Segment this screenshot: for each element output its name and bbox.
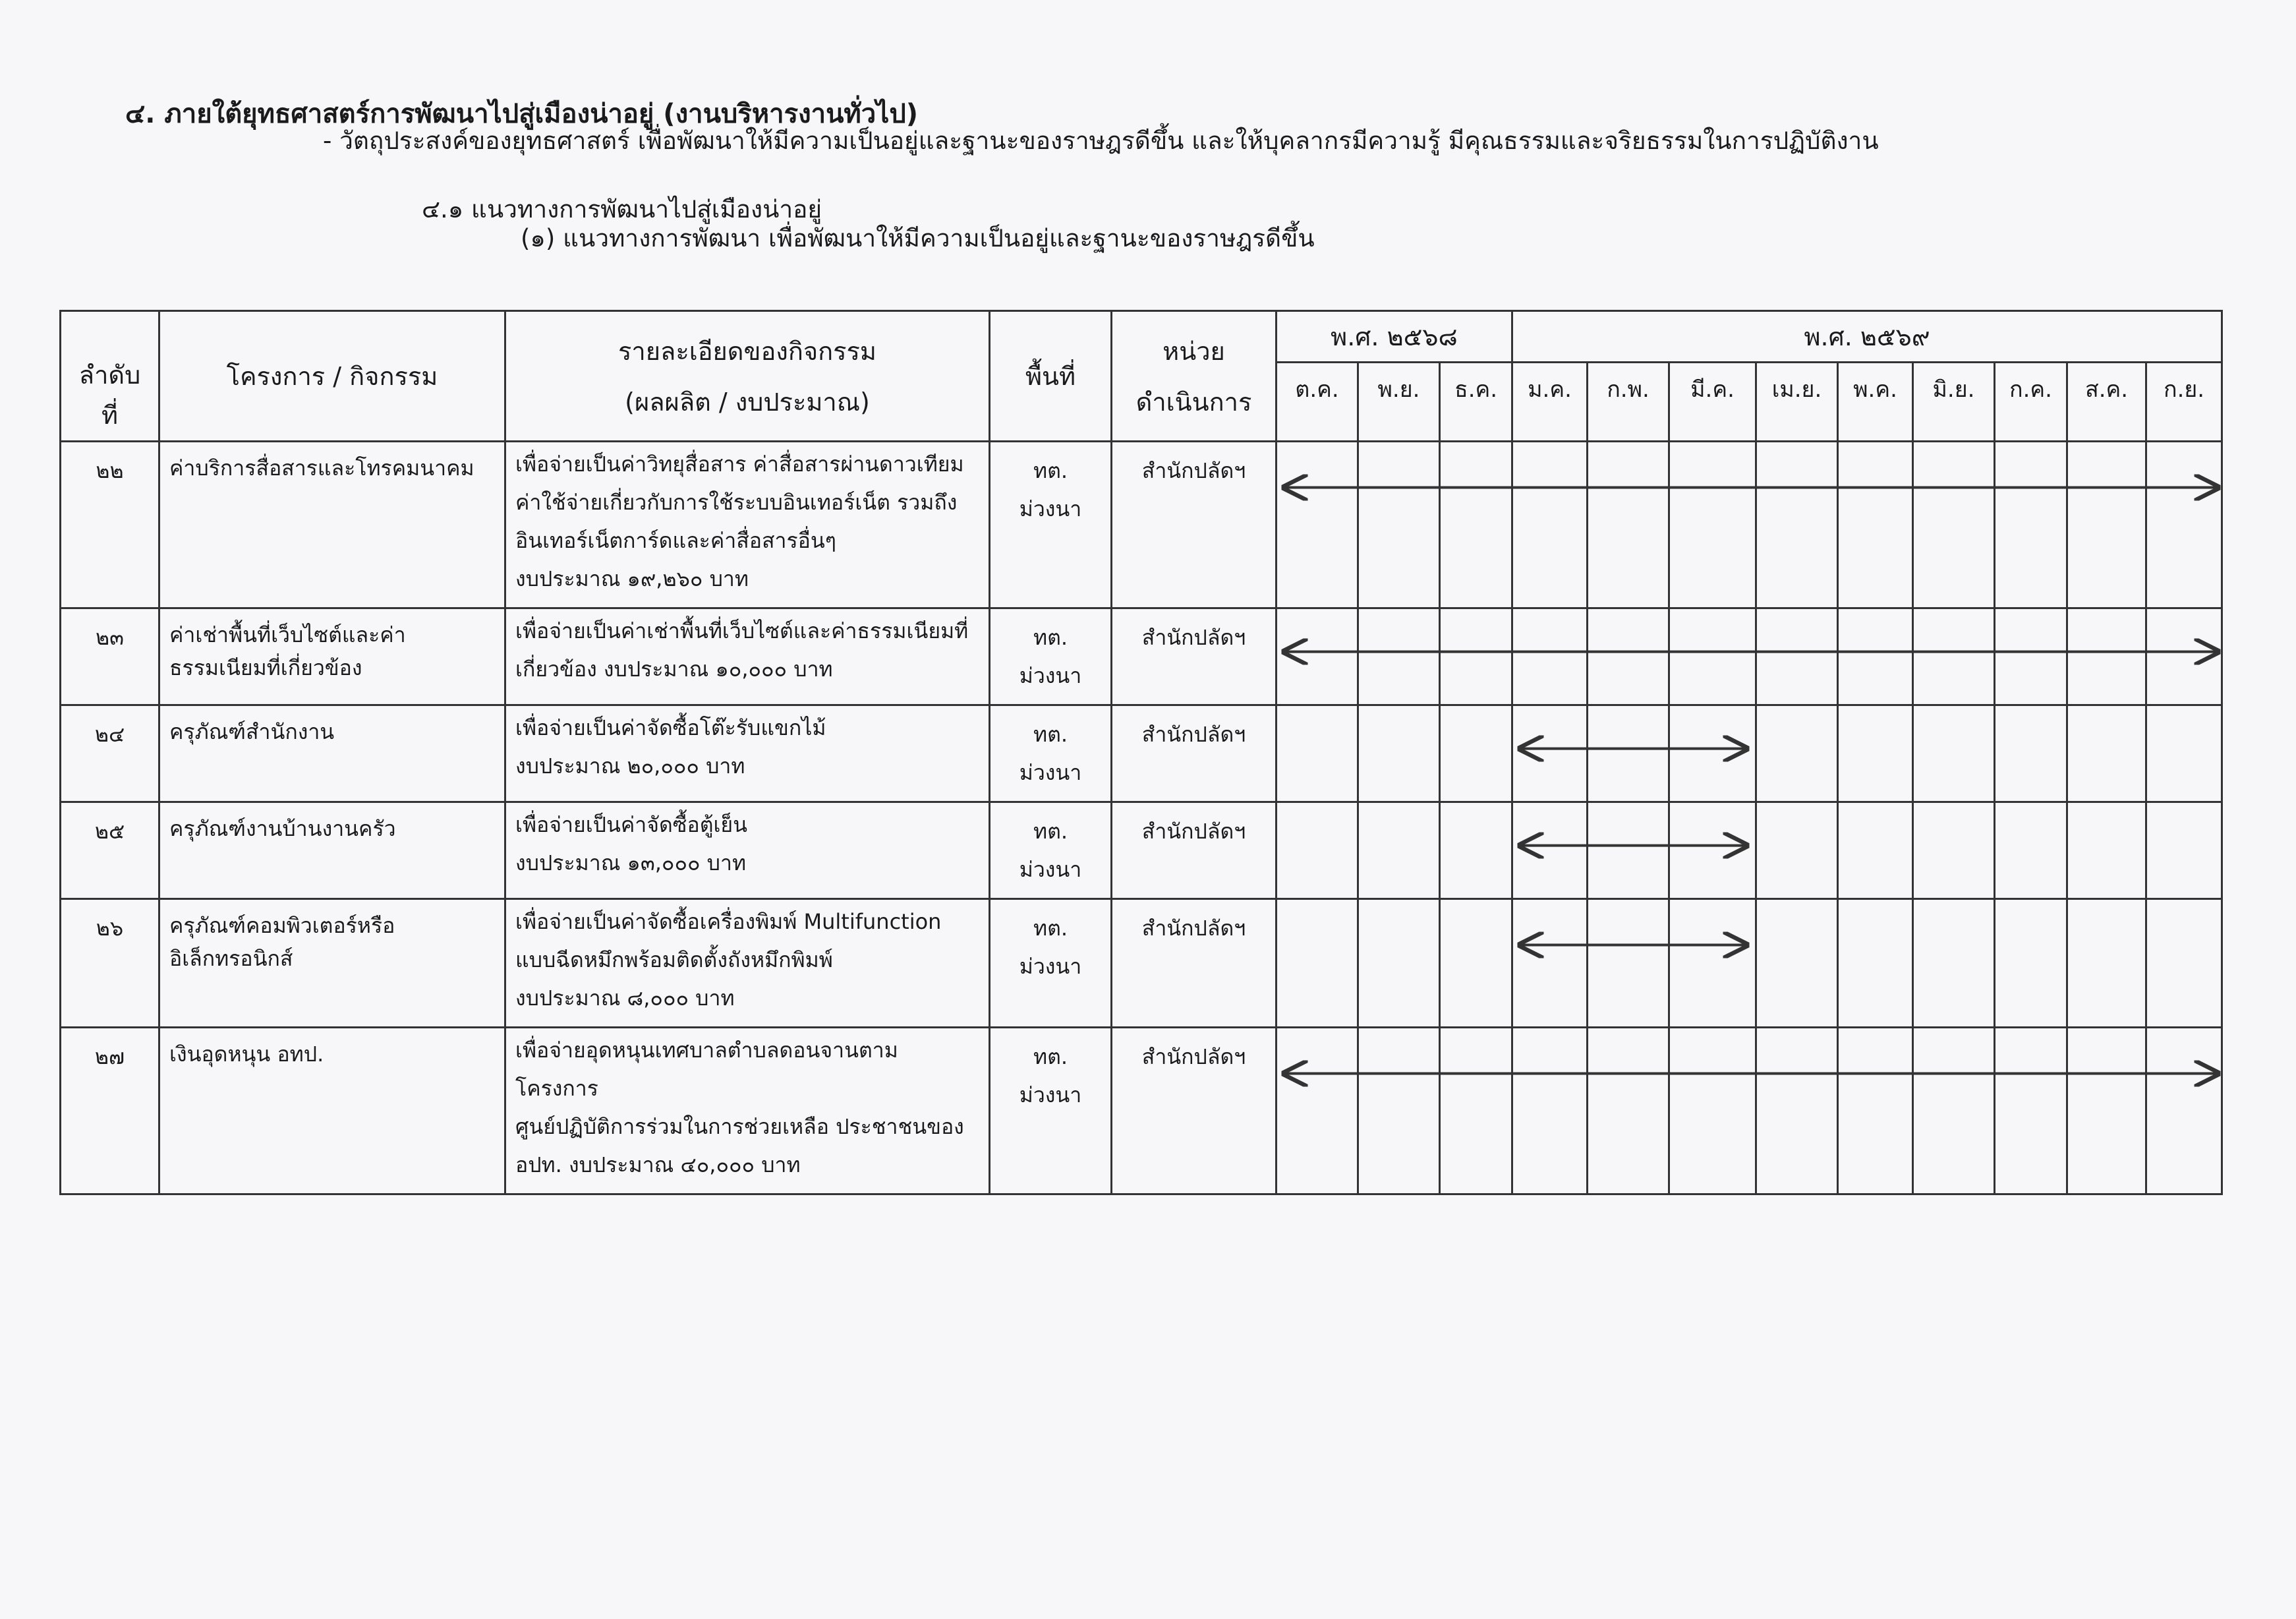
month-cell: [1277, 705, 1358, 802]
row-detail-lines: [506, 442, 989, 607]
row-detail-lines: [506, 706, 989, 794]
row-unit: [1112, 802, 1277, 899]
row-project: [159, 608, 505, 705]
row-number-text: ๒๒: [96, 458, 124, 483]
row-number: [61, 608, 159, 705]
month-apr: เม.ย.: [1756, 363, 1838, 442]
row-detail: [505, 705, 990, 802]
month-cell: [1588, 1028, 1669, 1194]
month-cell: [1440, 442, 1512, 608]
month-cell: [2146, 1028, 2222, 1194]
row-detail-lines: [506, 900, 989, 1026]
table-row: [61, 1028, 2222, 1194]
row-unit: [1112, 608, 1277, 705]
row-area-line: ม่วงนา: [1019, 954, 1082, 979]
month-cell: [1512, 802, 1588, 899]
month-cell: [1588, 899, 1669, 1028]
objective-text: - วัตถุประสงค์ของยุทธศาสตร์ เพื่อพัฒนาให้มีความเป็นอยู่และฐานะของราษฎรดีขึ้น และให้บุคลากรมีความรู้ มีคุณธรรมและจริยธรรมในการปฏิบัติงาน: [323, 127, 1879, 155]
month-cell: [1669, 705, 1756, 802]
month-cell: [1440, 1028, 1512, 1194]
month-oct: ต.ค.: [1277, 363, 1358, 442]
row-area-line: ม่วงนา: [1019, 663, 1082, 688]
row-area-lines: [990, 900, 1110, 995]
month-cell: [2146, 608, 2222, 705]
row-unit: [1112, 442, 1277, 608]
row-unit-text: สำนักปลัดฯ: [1141, 819, 1246, 844]
row-number: [61, 442, 159, 608]
row-area-line: ทต.: [1033, 722, 1068, 747]
row-number-text: ๒๖: [96, 916, 124, 941]
month-cell: [1838, 442, 1913, 608]
month-cell: [2067, 1028, 2146, 1194]
month-cell: [1995, 1028, 2067, 1194]
month-cell: [2067, 899, 2146, 1028]
table-row: [61, 705, 2222, 802]
row-project: [159, 802, 505, 899]
row-project-text: เงินอุดหนุน อทป.: [169, 1042, 324, 1067]
row-area-line: ม่วงนา: [1019, 1082, 1082, 1107]
month-cell: [1838, 608, 1913, 705]
month-cell: [1588, 442, 1669, 608]
month-cell: [1512, 608, 1588, 705]
row-project: [159, 899, 505, 1028]
row-detail-line: ศูนย์ปฏิบัติการร่วมในการช่วยเหลือ ประชาชนของ: [515, 1114, 964, 1139]
header-no: [61, 311, 159, 442]
month-cell: [1277, 802, 1358, 899]
month-cell: [1440, 705, 1512, 802]
month-cell: [1669, 802, 1756, 899]
month-cell: [1913, 705, 1995, 802]
month-cell: [1995, 705, 2067, 802]
month-cell: [2067, 802, 2146, 899]
month-cell: [1669, 608, 1756, 705]
row-area-lines: [990, 1028, 1110, 1123]
row-unit: [1112, 899, 1277, 1028]
month-cell: [1995, 608, 2067, 705]
month-sep: ก.ย.: [2146, 363, 2222, 442]
month-cell: [1756, 608, 1838, 705]
row-detail-line: เพื่อจ่ายเป็นค่าจัดซื้อตู้เย็น: [515, 812, 748, 837]
row-project: [159, 705, 505, 802]
month-aug: ส.ค.: [2067, 363, 2146, 442]
row-area: [990, 802, 1112, 899]
month-cell: [1277, 608, 1358, 705]
row-unit-text: สำนักปลัดฯ: [1141, 458, 1246, 483]
month-cell: [1588, 705, 1669, 802]
month-cell: [1440, 608, 1512, 705]
row-area-line: ม่วงนา: [1019, 496, 1082, 521]
month-cell: [1756, 1028, 1838, 1194]
row-project-text: ครุภัณฑ์งานบ้านงานครัว: [169, 816, 396, 841]
header-unit-line1: หน่วย: [1162, 336, 1225, 366]
header-detail: [505, 311, 990, 442]
month-cell: [1756, 899, 1838, 1028]
row-number-text: ๒๔: [94, 722, 125, 747]
month-cell: [1669, 1028, 1756, 1194]
row-detail: [505, 899, 990, 1028]
row-number: [61, 899, 159, 1028]
month-cell: [2146, 802, 2222, 899]
row-area-line: ม่วงนา: [1019, 857, 1082, 882]
row-detail-line: งบประมาณ ๘,๐๐๐ บาท: [515, 986, 735, 1011]
row-area-lines: [990, 442, 1110, 537]
row-detail-line: เพื่อจ่ายเป็นค่าเช่าพื้นที่เว็บไซต์และค่าธรรมเนียมที่: [515, 618, 969, 643]
month-cell: [1838, 705, 1913, 802]
month-cell: [1995, 802, 2067, 899]
month-jul: ก.ค.: [1995, 363, 2067, 442]
row-project: [159, 1028, 505, 1194]
row-project-text: ครุภัณฑ์สำนักงาน: [169, 719, 335, 744]
row-number-text: ๒๗: [94, 1044, 125, 1069]
row-area: [990, 705, 1112, 802]
month-dec: ธ.ค.: [1440, 363, 1512, 442]
month-cell: [1913, 608, 1995, 705]
row-project-text: ค่าบริการสื่อสารและโทรคมนาคม: [169, 456, 474, 481]
row-unit-text: สำนักปลัดฯ: [1141, 916, 1246, 941]
month-cell: [1588, 608, 1669, 705]
header-unit: [1112, 311, 1277, 442]
month-cell: [1913, 899, 1995, 1028]
table-row: [61, 899, 2222, 1028]
row-unit-text: สำนักปลัดฯ: [1141, 722, 1246, 747]
header-year-2569: พ.ศ. ๒๕๖๙: [1512, 311, 2222, 363]
row-area: [990, 1028, 1112, 1194]
row-detail-line: อปท. งบประมาณ ๔๐,๐๐๐ บาท: [515, 1152, 801, 1177]
row-detail-line: เพื่อจ่ายเป็นค่าจัดซื้อโต๊ะรับแขกไม้: [515, 715, 826, 740]
month-cell: [1995, 899, 2067, 1028]
month-cell: [1838, 1028, 1913, 1194]
row-area-line: ทต.: [1033, 916, 1068, 941]
row-detail: [505, 1028, 990, 1194]
month-cell: [2146, 442, 2222, 608]
row-area-lines: [990, 706, 1110, 801]
row-area-lines: [990, 609, 1110, 704]
table-row: [61, 802, 2222, 899]
table-row: [61, 608, 2222, 705]
month-cell: [1756, 802, 1838, 899]
month-cell: [1512, 1028, 1588, 1194]
header-detail-line2: (ผลผลิต / งบประมาณ): [625, 387, 870, 417]
month-cell: [1913, 1028, 1995, 1194]
header-detail-line1: รายละเอียดของกิจกรรม: [618, 336, 876, 366]
month-may: พ.ค.: [1838, 363, 1913, 442]
month-cell: [1512, 899, 1588, 1028]
month-cell: [2146, 899, 2222, 1028]
row-project-text: ค่าเช่าพื้นที่เว็บไซต์และค่าธรรมเนียมที่เกี่ยวข้อง: [169, 622, 406, 680]
header-no-line1: ลำดับ: [78, 361, 141, 390]
month-cell: [1358, 442, 1440, 608]
month-cell: [1669, 899, 1756, 1028]
month-cell: [1512, 442, 1588, 608]
row-detail-line: ค่าใช้จ่ายเกี่ยวกับการใช้ระบบอินเทอร์เน็ต รวมถึง: [515, 490, 958, 515]
row-detail-line: งบประมาณ ๑๙,๒๖๐ บาท: [515, 566, 749, 591]
month-cell: [1838, 899, 1913, 1028]
month-cell: [1756, 442, 1838, 608]
month-cell: [1995, 442, 2067, 608]
activity-plan-table: [59, 310, 2223, 1195]
table-row: [61, 442, 2222, 608]
month-cell: [2067, 442, 2146, 608]
row-detail-line: งบประมาณ ๒๐,๐๐๐ บาท: [515, 753, 745, 779]
row-unit: [1112, 1028, 1277, 1194]
row-area-line: ทต.: [1033, 819, 1068, 844]
row-area: [990, 899, 1112, 1028]
row-detail-line: แบบฉีดหมึกพร้อมติดตั้งถังหมึกพิมพ์: [515, 947, 833, 972]
row-area: [990, 608, 1112, 705]
month-cell: [1756, 705, 1838, 802]
month-cell: [1913, 442, 1995, 608]
row-area-line: ม่วงนา: [1019, 760, 1082, 785]
approach-heading: ๔.๑ แนวทางการพัฒนาไปสู่เมืองน่าอยู่: [422, 195, 822, 223]
row-number: [61, 705, 159, 802]
row-detail-line: เพื่อจ่ายเป็นค่าวิทยุสื่อสาร ค่าสื่อสารผ่านดาวเทียม: [515, 452, 964, 477]
header-year-2568: พ.ศ. ๒๕๖๘: [1277, 311, 1512, 363]
row-number-text: ๒๕: [94, 819, 125, 844]
month-cell: [1358, 608, 1440, 705]
row-detail-line: เพื่อจ่ายอุดหนุนเทศบาลตำบลดอนจานตามโครงการ: [515, 1038, 898, 1101]
month-cell: [1440, 899, 1512, 1028]
sub-approach-heading: (๑) แนวทางการพัฒนา เพื่อพัฒนาให้มีความเป็นอยู่และฐานะของราษฎรดีขึ้น: [521, 224, 1315, 252]
month-cell: [2146, 705, 2222, 802]
row-unit: [1112, 705, 1277, 802]
row-number-text: ๒๓: [96, 625, 124, 650]
month-cell: [1669, 442, 1756, 608]
row-detail: [505, 802, 990, 899]
row-area-line: ทต.: [1033, 1044, 1068, 1069]
row-detail-line: เกี่ยวข้อง งบประมาณ ๑๐,๐๐๐ บาท: [515, 657, 833, 682]
header-project: โครงการ / กิจกรรม: [159, 311, 505, 442]
row-detail: [505, 442, 990, 608]
row-area-line: ทต.: [1033, 458, 1068, 483]
month-cell: [2067, 705, 2146, 802]
month-cell: [1588, 802, 1669, 899]
month-jan: ม.ค.: [1512, 363, 1588, 442]
month-cell: [1358, 802, 1440, 899]
row-detail: [505, 608, 990, 705]
month-cell: [1277, 1028, 1358, 1194]
row-project: [159, 442, 505, 608]
month-cell: [1358, 1028, 1440, 1194]
section-title: ๔. ภายใต้ยุทธศาสตร์การพัฒนาไปสู่เมืองน่าอยู่ (งานบริหารงานทั่วไป): [125, 99, 919, 129]
header-no-line2: ที่: [101, 401, 119, 430]
row-detail-line: เพื่อจ่ายเป็นค่าจัดซื้อเครื่องพิมพ์ Multifunction: [515, 909, 942, 934]
month-nov: พ.ย.: [1358, 363, 1440, 442]
row-number: [61, 802, 159, 899]
header-area: พื้นที่: [990, 311, 1112, 442]
month-cell: [1358, 705, 1440, 802]
row-detail-lines: [506, 803, 989, 891]
month-jun: มิ.ย.: [1913, 363, 1995, 442]
row-area: [990, 442, 1112, 608]
month-cell: [1913, 802, 1995, 899]
month-cell: [1358, 899, 1440, 1028]
row-project-text: ครุภัณฑ์คอมพิวเตอร์หรืออิเล็กทรอนิกส์: [169, 913, 395, 971]
row-detail-line: อินเทอร์เน็ตการ์ดและค่าสื่อสารอื่นๆ: [515, 528, 836, 553]
month-cell: [1512, 705, 1588, 802]
row-detail-lines: [506, 1028, 989, 1193]
row-detail-lines: [506, 609, 989, 697]
month-cell: [1440, 802, 1512, 899]
row-unit-text: สำนักปลัดฯ: [1141, 1044, 1246, 1069]
month-cell: [1277, 442, 1358, 608]
header-unit-line2: ดำเนินการ: [1135, 387, 1252, 417]
row-area-lines: [990, 803, 1110, 898]
month-mar: มี.ค.: [1669, 363, 1756, 442]
row-detail-line: งบประมาณ ๑๓,๐๐๐ บาท: [515, 850, 747, 875]
month-cell: [1838, 802, 1913, 899]
row-area-line: ทต.: [1033, 625, 1068, 650]
row-number: [61, 1028, 159, 1194]
row-unit-text: สำนักปลัดฯ: [1141, 625, 1246, 650]
month-feb: ก.พ.: [1588, 363, 1669, 442]
month-cell: [1277, 899, 1358, 1028]
month-cell: [2067, 608, 2146, 705]
